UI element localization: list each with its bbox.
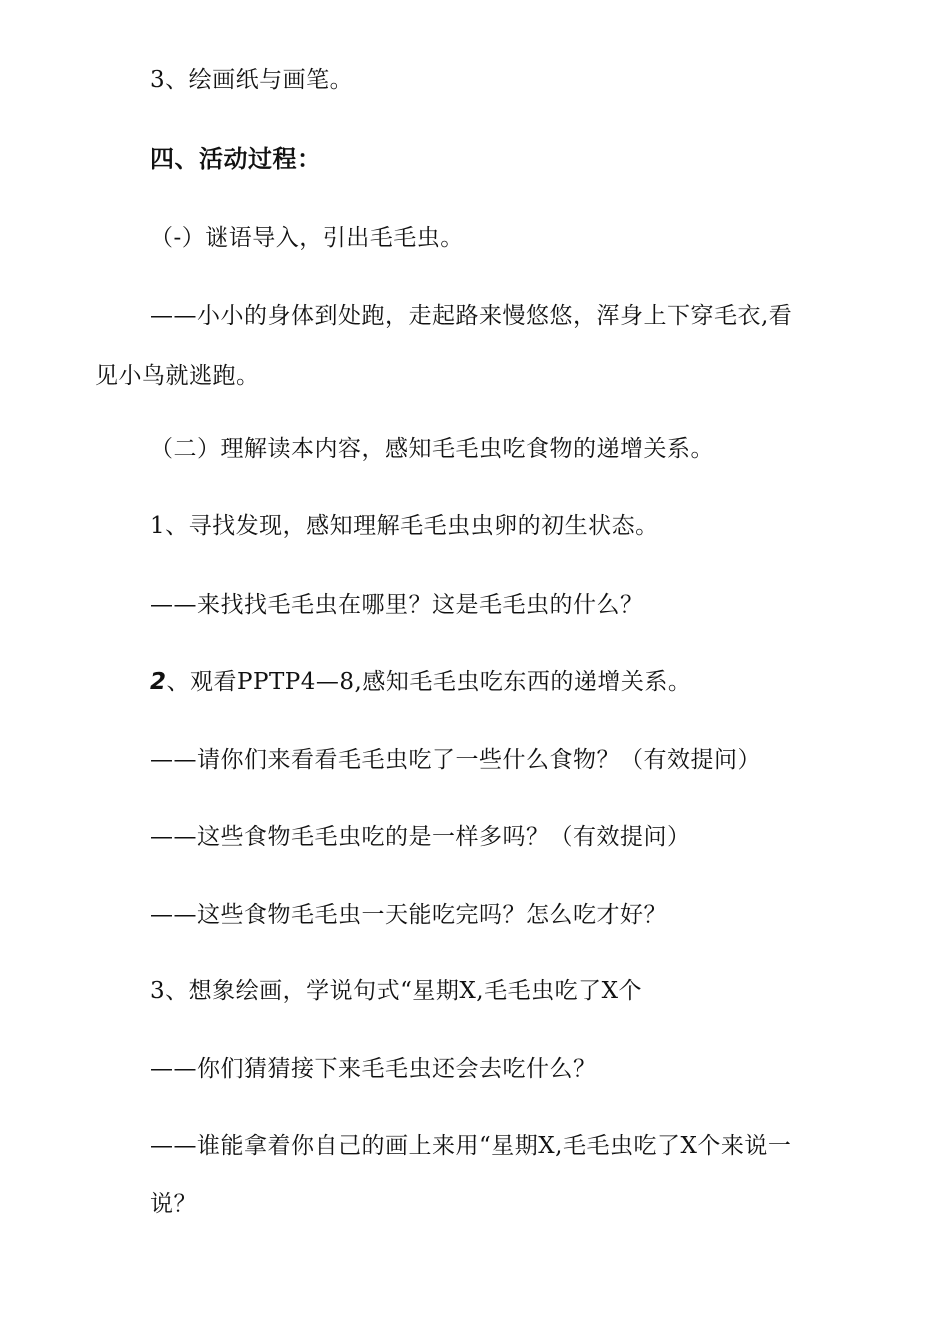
section-heading-activity-process: 四、活动过程：: [150, 145, 322, 173]
step-3-question-2-line-2: 说？: [150, 1191, 197, 1217]
step-3-heading: 3、想象绘画，学说句式“星期X,毛毛虫吃了X个: [150, 978, 642, 1004]
material-item-3: 3、绘画纸与画笔。: [150, 67, 354, 93]
step-3-question-1: ——你们猜猜接下来毛毛虫还会去吃什么？: [150, 1056, 597, 1082]
step-1-heading: 1、寻找发现，感知理解毛毛虫虫卵的初生状态。: [150, 513, 659, 539]
riddle-text-line-2: 见小鸟就逃跑。: [95, 363, 260, 389]
subsection-heading-reading: （二）理解读本内容，感知毛毛虫吃食物的递增关系。: [150, 436, 714, 462]
step-2-question-2: ——这些食物毛毛虫吃的是一样多吗？（有效提问）: [150, 824, 691, 850]
step-2-heading: [150, 667, 691, 697]
step-3-question-2-line-1: ——谁能拿着你自己的画上来用“星期X,毛毛虫吃了X个来说一: [150, 1133, 792, 1159]
step-2-text: 、观看PPTP4—8,感知毛毛虫吃东西的递增关系。: [166, 669, 692, 695]
riddle-text-line-1: ——小小的身体到处跑，走起路来慢悠悠，浑身上下穿毛衣,看: [150, 303, 793, 329]
subsection-heading-riddle: （-）谜语导入，引出毛毛虫。: [150, 225, 464, 251]
step-2-question-1: ——请你们来看看毛毛虫吃了一些什么食物？（有效提问）: [150, 747, 761, 773]
step-2-question-3: ——这些食物毛毛虫一天能吃完吗？怎么吃才好？: [150, 902, 667, 928]
step-2-number: 2: [150, 669, 167, 695]
step-1-question: ——来找找毛毛虫在哪里？这是毛毛虫的什么？: [150, 592, 644, 618]
